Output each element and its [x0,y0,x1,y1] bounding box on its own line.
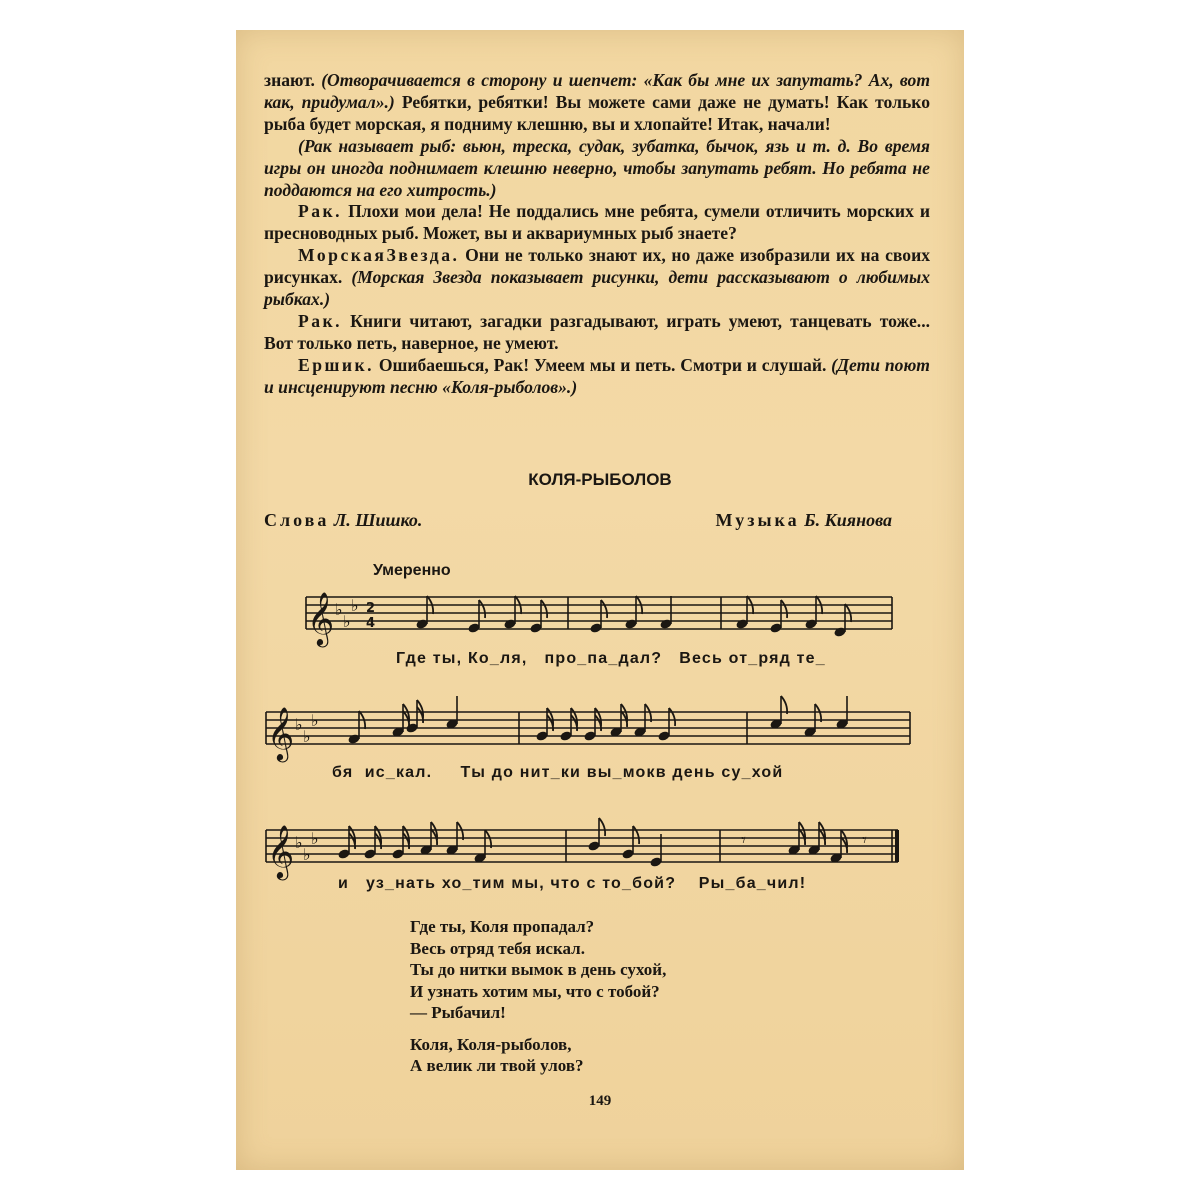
stage-direction: (Морская Звезда показывает рисунки, дети рассказывают о любимых рыбках.) [264,267,930,310]
verse-line: Ты до нитки вымок в день сухой, [410,960,667,979]
lyric-syllable: в день су_хой [655,764,784,781]
lyric-syllable: то_бой? [602,875,677,892]
treble-clef-icon: 𝄞 [267,824,295,878]
lyric-syllable: про_па_дал? [544,650,663,667]
lyric-syllable: хо_тим мы, что с [441,875,597,892]
note-flag [669,708,675,726]
flat-icon: ♭ [343,612,351,631]
verse-line: Коля, Коля-рыболов, [410,1034,572,1054]
flat-icon: ♭ [311,829,319,848]
note-flag [633,826,639,844]
note-flag [599,818,605,836]
song-title: КОЛЯ-РЫБОЛОВ [528,470,672,489]
flat-icon: ♭ [351,596,359,615]
lyrics-line-1 [396,650,826,668]
stage-direction: (Дети поют и инсценируют песню «Коля-рыболов».) [264,354,930,397]
stanza-1 [410,916,666,1024]
book-page [236,30,964,1170]
verse-line: А велик ли твой улов? [410,1056,584,1075]
notes [337,596,867,868]
note-flag [479,600,485,618]
stanza-2 [410,1034,666,1077]
speaker-name: МорскаяЗвезда. [298,245,460,266]
flat-icon: ♭ [335,600,343,619]
lyric-syllable: Где ты, [396,650,463,667]
eighth-rest-icon: 𝄾 [862,830,867,851]
lyric-syllable: нит_ки вы_мок [519,764,656,781]
stage-direction-paragraph: (Рак называет рыб: вьюн, треска, судак, зубатка, бычок, язь и т. д. Во время игры он иногда поднимает клешню неверно, чтобы запутать ребят. Но ребята не поддаются на его хитрость.) [264,135,930,200]
verse-line: Где ты, Коля пропадал? [410,917,595,936]
lyrics-line-2 [332,764,783,782]
flat-icon: ♭ [295,833,303,852]
flat-icon: ♭ [295,715,303,734]
note-flag [601,600,607,618]
lyric-syllable: ис_кал. [364,764,433,781]
credit-author: Л. Шишко. [333,510,423,530]
stage-direction: (Отворачивается в сторону и шепчет: «Как бы мне их запутать? Ах, вот как, придумал».) [264,70,930,112]
speaker-name: Рак. [298,201,343,222]
time-signature-top: 2 [366,601,376,616]
song-verse [410,916,666,1077]
treble-clef-icon: 𝄞 [267,706,295,760]
lyric-syllable: и [338,875,350,892]
eighth-rest-icon: 𝄾 [741,830,746,851]
note-flag [541,600,547,618]
lyric-syllable: Ры_ба_чил! [698,875,807,892]
note-flag [781,600,787,618]
treble-clef-icon: 𝄞 [307,591,335,645]
text: знают. [264,70,322,90]
text: Плохи мои дела! Не поддались мне ребята, сумели отличить морских и пресноводных рыб. Может, вы и аквариумных рыб знаете? [264,201,930,244]
speaker-name: Ершик. [298,354,375,375]
text: Они не только знают их, но даже изобразили их на своих рисунках. [264,245,930,288]
text: Ребятки, ребятки! Вы можете сами даже не думать! Как только рыба будет морская, я подниму клешню, вы и хлопайте! Итак, начали! [264,91,930,134]
verse-line: Весь отряд тебя искал. [410,938,585,958]
credit-author: Б. Киянова [804,510,892,530]
lyric-syllable: Весь от_ряд те_ [679,650,826,667]
flat-icon: ♭ [303,727,311,746]
speaker-name: Рак. [298,310,343,331]
credit-label: Слова [264,510,330,530]
text: Ошибаешься, Рак! Умеем мы и петь. Смотри и слушай. [374,354,832,375]
lyric-syllable: Ты до [460,764,515,781]
flat-icon: ♭ [311,711,319,730]
verse-line: — Рыбачил! [410,1003,506,1022]
text: Книги читают, загадки разгадывают, играть умеют, танцевать тоже... Вот только петь, наверное, не умеют. [264,310,930,353]
page-number: 149 [588,1093,612,1109]
verse-line: И узнать хотим мы, что с тобой? [410,981,660,1001]
tempo-marking: Умеренно [373,562,451,579]
lyrics-line-3 [338,875,806,893]
lyric-syllable: уз_нать [365,875,437,892]
flat-icon: ♭ [303,845,311,864]
credit-label: Музыка [715,510,800,530]
lyric-syllable: Ко_ля, [467,650,528,667]
lyric-syllable: бя [332,764,354,781]
time-signature-bottom: 4 [366,616,376,631]
